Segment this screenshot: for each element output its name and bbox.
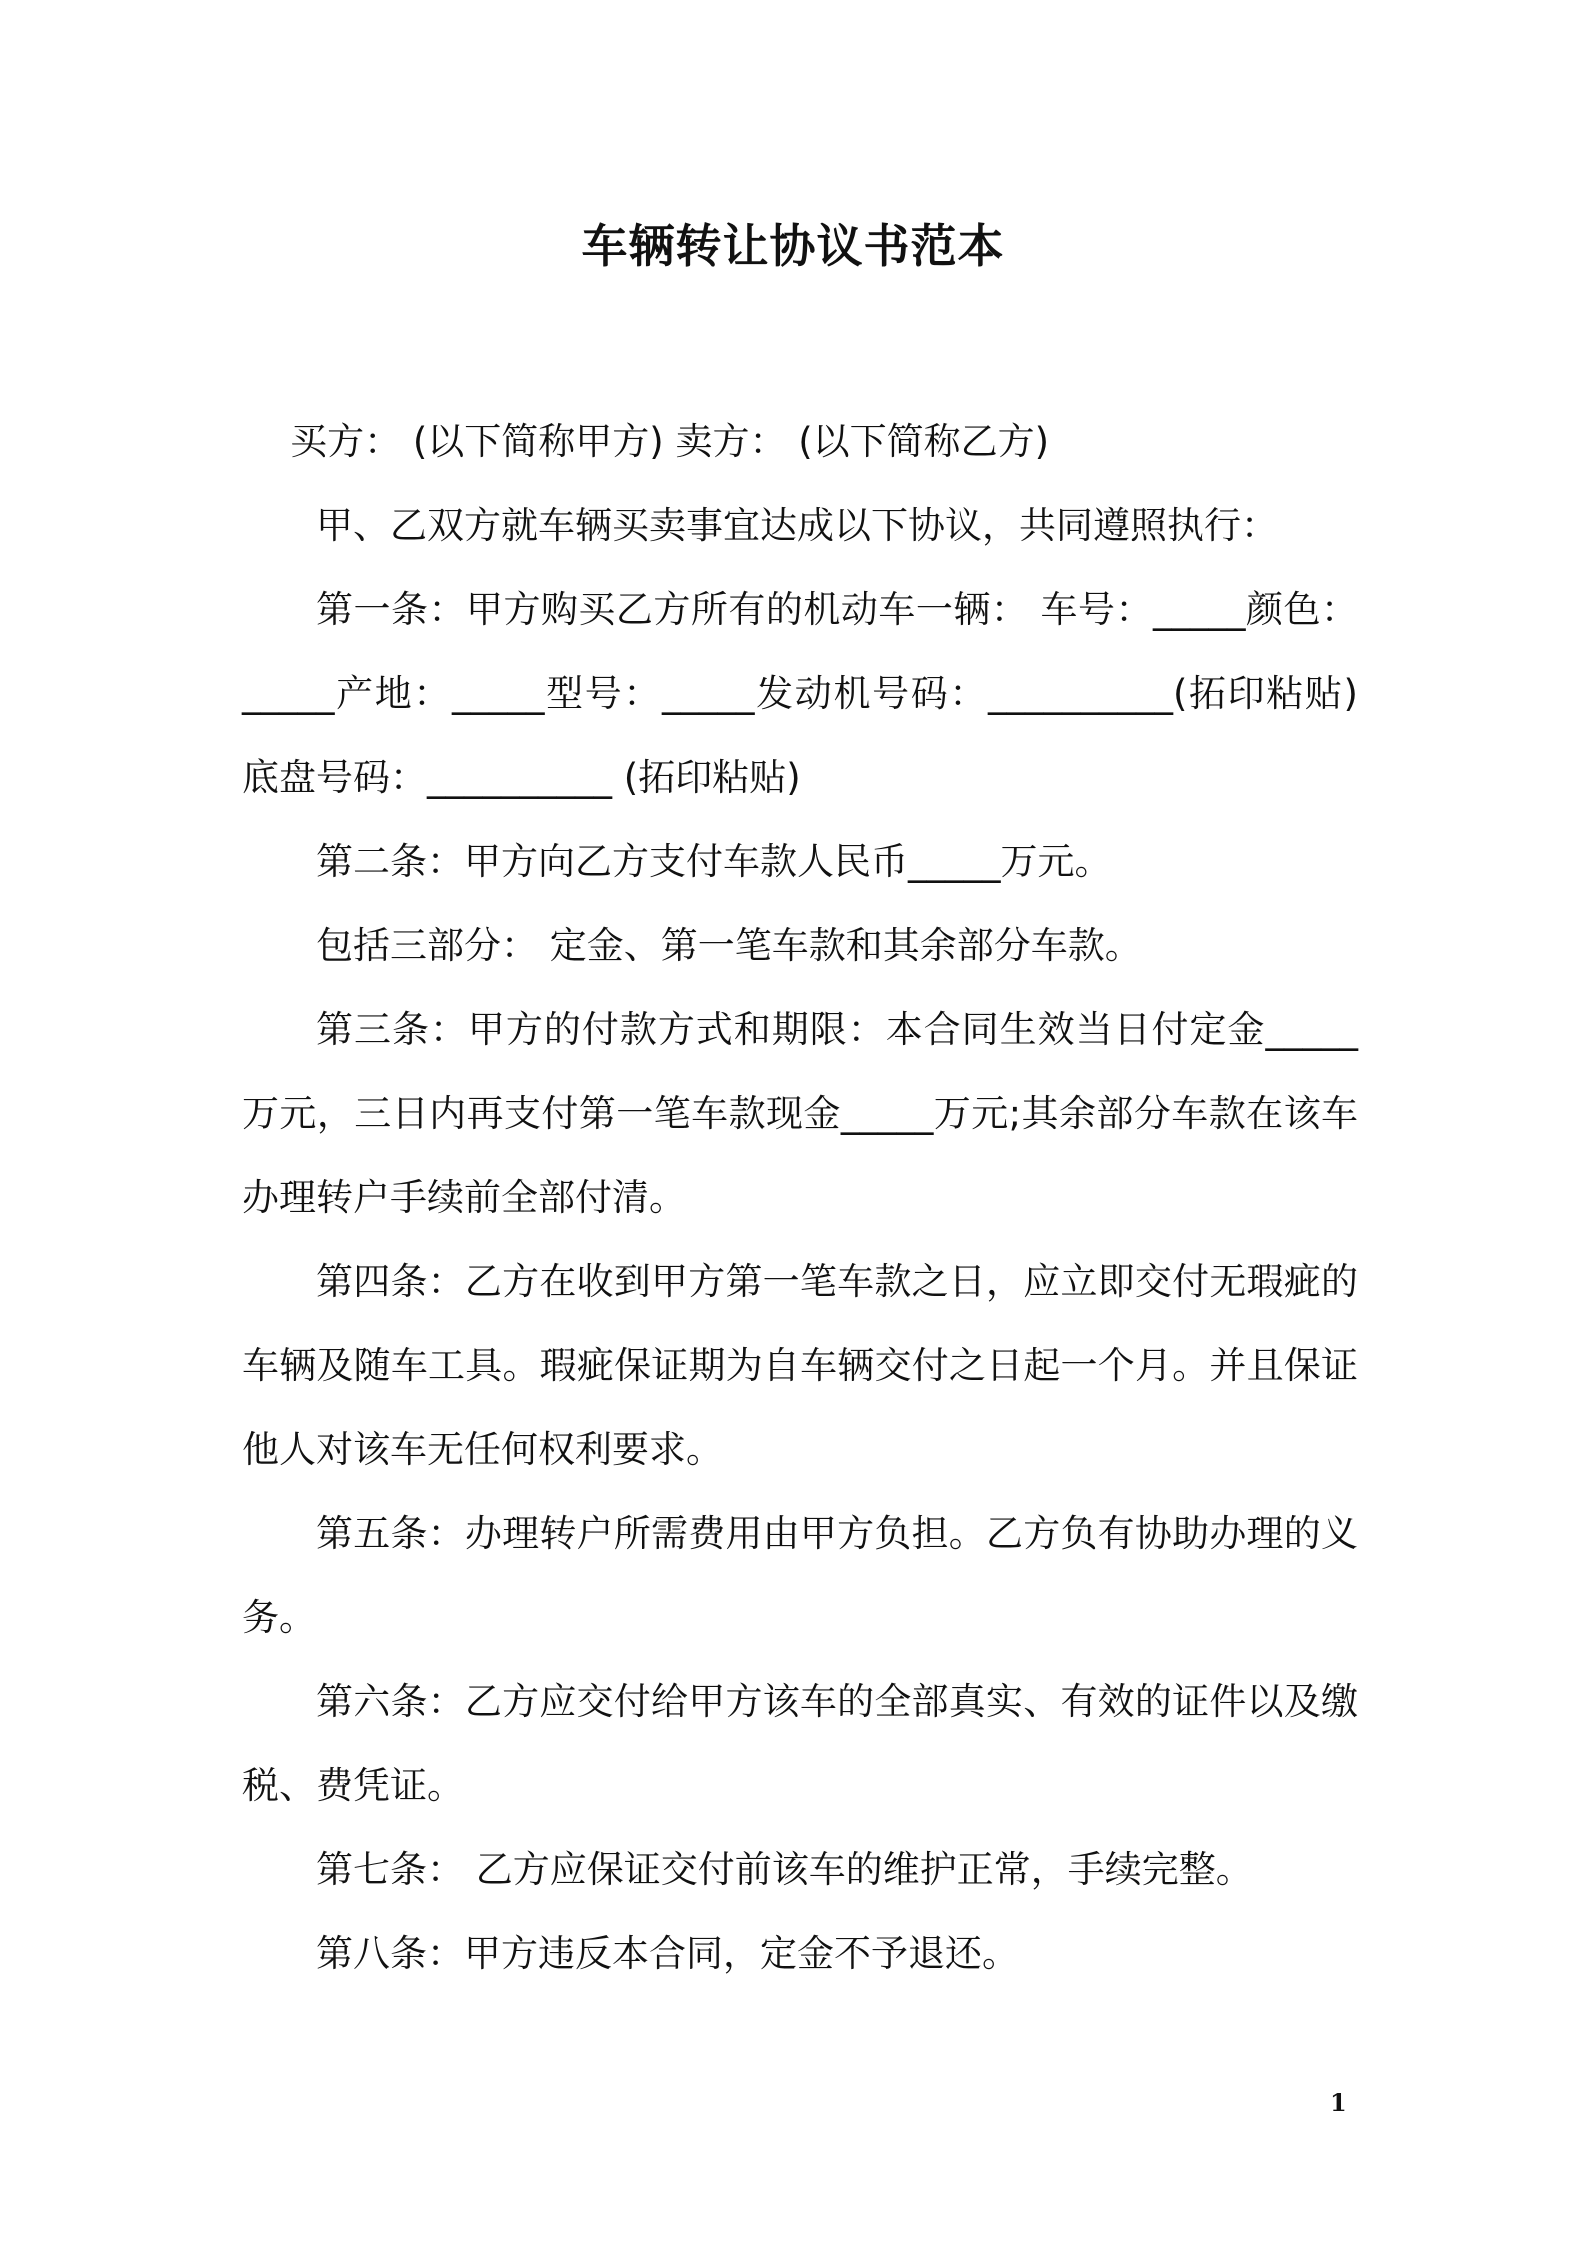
agreement-intro-paragraph: 甲、乙双方就车辆买卖事宜达成以下协议，共同遵照执行： <box>316 504 1278 547</box>
document-body <box>242 400 1358 1996</box>
payment-parts-paragraph: 包括三部分： 定金、第一笔车款和其余部分车款。 <box>316 924 1142 967</box>
parties-paragraph: 买方： (以下简称甲方) 卖方： (以下简称乙方) <box>290 420 1050 463</box>
article-5-paragraph: 第五条：办理转户所需费用由甲方负担。乙方负有协助办理的义务。 <box>242 1512 1358 1639</box>
page-number: 1 <box>1330 2088 1347 2117</box>
article-4-paragraph: 第四条：乙方在收到甲方第一笔车款之日，应立即交付无瑕疵的车辆及随车工具。瑕疵保证期为自车辆交付之日起一个月。并且保证他人对该车无任何权利要求。 <box>242 1260 1358 1471</box>
article-2-paragraph: 第二条：甲方向乙方支付车款人民币_____万元。 <box>316 840 1112 883</box>
article-8-paragraph: 第八条：甲方违反本合同，定金不予退还。 <box>316 1932 1019 1975</box>
article-1-paragraph: 第一条：甲方购买乙方所有的机动车一辆： 车号：_____颜色：_____产地：_____型号：_____发动机号码：__________(拓印粘贴) 底盘号码：__________ (拓印粘贴) <box>242 588 1358 799</box>
article-6-paragraph: 第六条：乙方应交付给甲方该车的全部真实、有效的证件以及缴税、费凭证。 <box>242 1680 1358 1807</box>
document-title: 车辆转让协议书范本 <box>581 219 1005 273</box>
article-7-paragraph: 第七条： 乙方应保证交付前该车的维护正常，手续完整。 <box>316 1848 1253 1891</box>
article-3-paragraph: 第三条：甲方的付款方式和期限：本合同生效当日付定金_____万元，三日内再支付第一笔车款现金_____万元;其余部分车款在该车办理转户手续前全部付清。 <box>242 1008 1358 1219</box>
